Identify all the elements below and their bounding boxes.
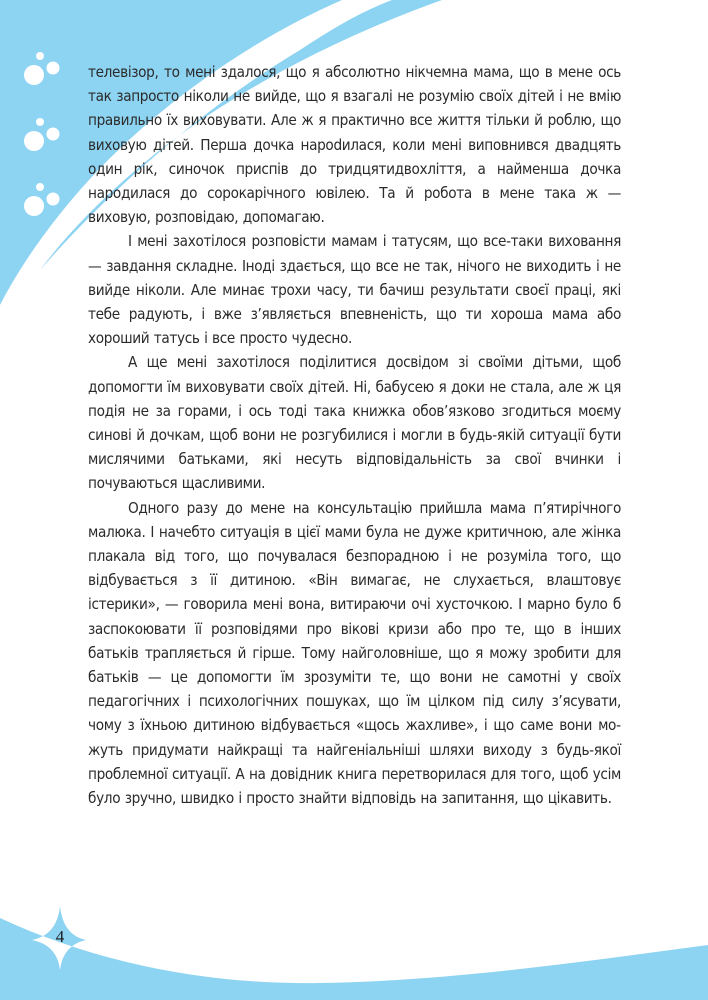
- bottom-blue-wave: [0, 918, 708, 1000]
- paragraph: Одного разу до мене на консультацію прийшла мама п’ятирічного малюка. І начебто ситуація в цієї мами була не дуже критичною, але жінка плакала від того, що почувалася безпорадною і не розуміла того, що відбувається з її дитиною. «Він вимагає, не слухається, влаштовує істерики», — говорила мені вона, витираючи очі хусточкою. І марно було б заспокоювати її розповідями про вікові кризи або про те, що в інших батьків трапляється й гірше. Тому найголовніше, що я можу зробити для батьків — це допомогти їм зрозуміти те, що вони не самотні у своїх педагогічних і психологічних пошуках, що їм цілком під силу з’ясувати, чому з їхньою дитиною відбувається «щось жахливе», і що саме вони можуть придумати найкращі та найгеніальніші шляхи виходу з будь-якої проблемної ситуації. А на довідник книга перетворилася для того, щоб усім було зручно, швидко і просто знайти відповідь на запитання, що цікавить.: [88, 498, 621, 808]
- page-number: 4: [55, 927, 65, 946]
- paragraph: І мені захотілося розповісти мамам і татусям, що все-таки виховання — завдання складне. Іноді здається, що все не так, нічого не виходить і не вийде ніколи. Але минає трохи часу, ти бачиш результати своєї праці, які тебе радують, і вже з’являється впевненість, що ти хороша мама або хороший татусь і все просто чудесно.: [88, 232, 621, 348]
- paragraph: телевізор, то мені здалося, що я абсолютно нікчемна мама, що в мене ось так запросто ніколи не вийде, що я взагалі не розумію своїх дітей і не вмію правильно їх виховувати. Але ж я практично все життя тільки й роблю, що виховую дітей. Перша дочка нароdилася, коли мені виповнився двадцять один рік, синочок приспів до тридцятидвохліття, а найменша дочка народилася до сорокарічного ювілею. Та й робота в мене така ж — виховую, розповідаю, допомагаю.: [88, 63, 621, 227]
- paragraph: А ще мені захотілося поділитися досвідом зі своїми дітьми, щоб допомогти їм виховувати своїх дітей. Ні, бабусею я доки не стала, але ж ця подія не за горами, і ось тоді така книжка обов’язково згодиться моєму синові й дочкам, щоб вони не розгубилися і могли в будь-якій ситуації бути мислячими батьками, які несуть відповідальність за свої вчинки і почуваються щасливими.: [88, 353, 621, 493]
- body-text: [88, 60, 621, 810]
